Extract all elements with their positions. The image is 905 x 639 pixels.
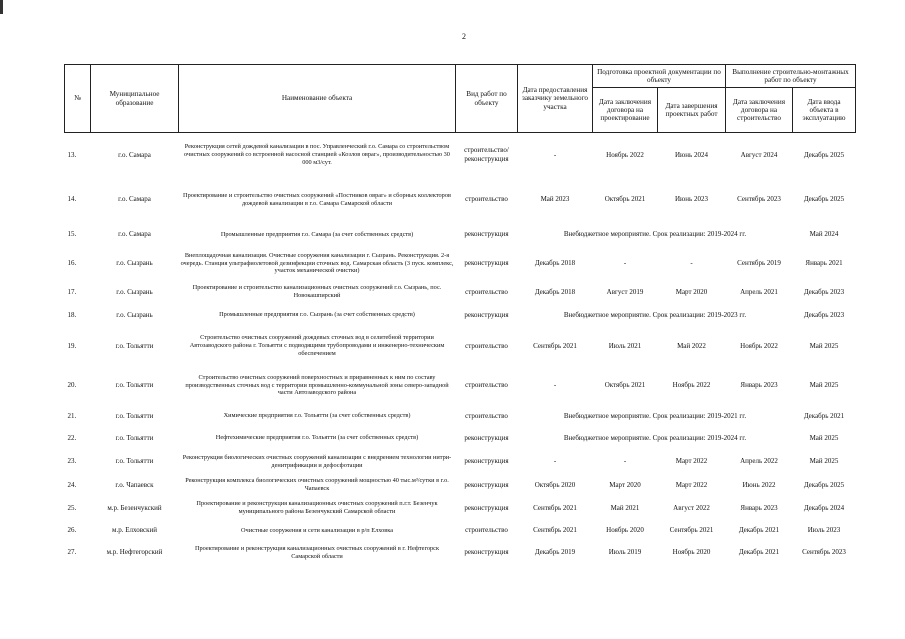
row-number: 20. <box>67 381 77 390</box>
row-municipality: г.о. Сызрань <box>116 287 153 296</box>
row-land-date: Октябрь 2020 <box>534 480 576 489</box>
row-municipality: г.о. Тольятти <box>115 411 154 420</box>
row-number: 26. <box>67 526 77 535</box>
row-object-name: Проектирование и строительство канализационных очистных сооружений г.о. Сызрань, пос. Новокашпирский <box>192 284 442 299</box>
row-municipality: г.о. Сызрань <box>116 259 153 268</box>
row-object-name: Проектирование и реконструкция канализационных очистных сооружений п.г.т. Безенчук муниципального района Безенчукский Самарской области <box>196 500 438 515</box>
row-build-contract: Январь 2023 <box>740 381 778 390</box>
table-row <box>65 427 856 450</box>
page-number: 2 <box>462 32 466 41</box>
row-commission: Май 2024 <box>809 230 839 239</box>
row-design-contract: Ноябрь 2020 <box>606 526 644 535</box>
row-design-contract: Июль 2019 <box>608 548 642 557</box>
row-object-name: Реконструкция биологических очистных сооружений канализации с внедрением технологии нитри-денитрификации и дефосфотации <box>182 453 452 469</box>
row-build-contract: Январь 2023 <box>740 503 778 512</box>
row-object-name: Промышленные предприятия г.о. Самара (за счет собственных средств) <box>220 230 414 238</box>
row-build-contract: Декабрь 2021 <box>738 526 780 535</box>
row-design-end: - <box>690 259 693 268</box>
row-design-end: Июнь 2024 <box>675 150 708 159</box>
row-commission: Декабрь 2023 <box>803 287 845 296</box>
row-build-contract: Ноябрь 2022 <box>740 341 778 350</box>
row-design-contract: - <box>623 259 627 268</box>
table-row <box>65 366 856 406</box>
row-work-type: строительство <box>465 381 508 390</box>
header-municipality: Муниципальное образование <box>91 65 179 133</box>
row-object-name: Промышленные предприятия г.о. Сызрань (за счет собственных средств) <box>219 311 415 319</box>
row-land-date: - <box>553 381 557 390</box>
row-offbudget-note: Внебюджетное мероприятие. Срок реализации: 2019-2024 гг. <box>563 433 747 442</box>
row-number: 18. <box>67 310 77 319</box>
row-work-type: реконструкция <box>464 480 509 489</box>
table-row <box>65 450 856 474</box>
row-municipality: г.о. Тольятти <box>115 341 154 350</box>
table-row <box>65 474 856 497</box>
row-design-contract: Октябрь 2021 <box>604 195 646 204</box>
row-work-type: реконструкция <box>464 259 509 268</box>
row-commission: Январь 2021 <box>805 259 843 268</box>
row-design-end: Июнь 2023 <box>675 195 708 204</box>
row-number: 23. <box>67 457 77 466</box>
row-object-name: Строительство очистных сооружений поверхностных и приравненных к ним по составу производственных сточных вод с территории промышленно-коммунальной зоны северо-западной части Автозаводского района <box>185 373 449 397</box>
table-row <box>65 247 856 281</box>
table-row <box>65 406 856 427</box>
table-row <box>65 520 856 542</box>
table-row <box>65 497 856 520</box>
row-commission: Май 2025 <box>809 457 839 466</box>
row-design-end: Август 2022 <box>673 503 710 512</box>
row-work-type: реконструкция <box>464 310 509 319</box>
row-municipality: г.о. Самара <box>118 195 151 204</box>
row-design-contract: Ноябрь 2022 <box>606 150 644 159</box>
header-no: № <box>65 65 91 133</box>
row-number: 15. <box>67 230 77 239</box>
row-work-type: строительство <box>465 287 508 296</box>
row-municipality: г.о. Самара <box>118 150 151 159</box>
row-municipality: г.о. Самара <box>118 230 151 239</box>
row-object-name: Нефтехимические предприятия г.о. Тольятти (за счет собственных средств) <box>215 434 419 442</box>
row-municipality: г.о. Тольятти <box>115 433 154 442</box>
row-municipality: м.р. Безенчукский <box>107 503 162 512</box>
row-land-date: Сентябрь 2021 <box>533 503 577 512</box>
table-row <box>65 223 856 247</box>
row-municipality: г.о. Сызрань <box>116 310 153 319</box>
row-municipality: м.р. Елховский <box>112 526 157 535</box>
row-work-type: строительство <box>465 341 508 350</box>
row-commission: Июль 2023 <box>807 526 841 535</box>
row-design-end: Май 2022 <box>677 341 706 350</box>
row-commission: Декабрь 2021 <box>803 411 845 420</box>
row-commission: Декабрь 2025 <box>803 480 845 489</box>
row-number: 22. <box>67 433 77 442</box>
row-design-contract: Октябрь 2021 <box>604 381 646 390</box>
row-commission: Май 2025 <box>809 341 839 350</box>
header-build-group: Выполнение строительно-монтажных работ по объекту <box>726 65 856 88</box>
row-land-date: Декабрь 2018 <box>534 287 576 296</box>
header-design-end: Дата завершения проектных работ <box>658 88 726 133</box>
row-object-name: Очистные сооружения и сети канализации в р/п Елховка <box>240 526 394 534</box>
row-design-end: Март 2022 <box>675 457 708 466</box>
row-municipality: г.о. Чапаевск <box>115 480 154 489</box>
table-row <box>65 304 856 327</box>
row-number: 24. <box>67 480 77 489</box>
row-design-end: Ноябрь 2022 <box>672 381 711 390</box>
table-row <box>65 177 856 223</box>
table-row <box>65 542 856 564</box>
table-row <box>65 281 856 304</box>
header-work-type: Вид работ по объекту <box>456 65 518 133</box>
row-offbudget-note: Внебюджетное мероприятие. Срок реализации: 2019-2023 гг. <box>563 310 747 319</box>
row-offbudget-note: Внебюджетное мероприятие. Срок реализации: 2019-2021 гг. <box>563 411 747 420</box>
row-commission: Май 2025 <box>809 381 839 390</box>
row-design-contract: Май 2021 <box>610 503 640 512</box>
header-design-contract: Дата заключения договора на проектирование <box>593 88 658 133</box>
row-number: 16. <box>67 259 77 268</box>
row-design-contract: - <box>623 457 627 466</box>
row-design-end: Ноябрь 2020 <box>672 548 711 557</box>
row-land-date: Декабрь 2018 <box>534 259 576 268</box>
row-design-end: Март 2022 <box>675 480 708 489</box>
row-land-date: Сентябрь 2021 <box>533 526 577 535</box>
row-object-name: Строительство очистных сооружений дождевых сточных вод в селитебной территории Автозаводского района г. Тольятти с подводящими трубопроводами и инженерно-техническим обеспечением <box>189 334 445 357</box>
row-object-name: Внеплощадочная канализация. Очистные сооружения канализации г. Сызрань. Реконструкция. 2-я очередь. Станция ультрафиолетовой дезинфекции сточных вод. Самарская область (3 пуск. комплекс, участок механической очистки) <box>180 251 454 275</box>
scan-edge-mark <box>0 0 3 14</box>
row-design-end: Март 2020 <box>675 287 708 296</box>
row-number: 19. <box>67 341 77 350</box>
row-build-contract: Сентябрь 2023 <box>737 195 781 204</box>
row-work-type: строительство <box>465 195 508 204</box>
row-build-contract: Июнь 2022 <box>742 480 776 489</box>
row-work-type: реконструкция <box>464 433 509 442</box>
row-commission: Декабрь 2023 <box>803 310 845 319</box>
row-object-name: Химические предприятия г.о. Тольятти (за счет собственных средств) <box>223 412 411 420</box>
row-build-contract: Август 2024 <box>740 150 778 159</box>
row-design-contract: Август 2019 <box>606 287 644 296</box>
row-work-type: реконструкция <box>464 457 509 466</box>
row-object-name: Проектирование и реконструкция канализационных очистных сооружений в г. Нефтегорск Самарской области <box>194 544 440 560</box>
row-municipality: г.о. Тольятти <box>115 381 154 390</box>
row-object-name: Реконструкция комплекса биологических очистных сооружений мощностью 40 тыс.м³/сутки в г.о. Чапаевск <box>185 477 449 492</box>
objects-table <box>64 64 856 564</box>
row-number: 17. <box>67 287 77 296</box>
row-number: 13. <box>67 150 77 159</box>
row-commission: Май 2025 <box>809 433 839 442</box>
row-commission: Декабрь 2025 <box>803 150 845 159</box>
row-work-type: реконструкция <box>464 503 509 512</box>
row-offbudget-note: Внебюджетное мероприятие. Срок реализации: 2019-2024 гг. <box>563 230 747 239</box>
row-work-type: реконструкция <box>464 548 509 557</box>
row-build-contract: Апрель 2021 <box>740 287 778 296</box>
row-work-type: строительство <box>465 411 508 420</box>
table-row <box>65 133 856 177</box>
row-municipality: г.о. Тольятти <box>115 457 154 466</box>
row-municipality: м.р. Нефтегорский <box>106 548 163 557</box>
row-work-type: строительство/реконструкция <box>464 146 509 163</box>
row-commission: Декабрь 2024 <box>803 503 845 512</box>
row-land-date: Декабрь 2019 <box>534 548 576 557</box>
row-commission: Декабрь 2025 <box>803 195 845 204</box>
header-design-group: Подготовка проектной документации по объекту <box>593 65 726 88</box>
row-number: 25. <box>67 503 77 512</box>
row-work-type: строительство <box>465 526 508 535</box>
row-land-date: - <box>553 150 557 159</box>
row-design-contract: Июль 2021 <box>608 341 642 350</box>
header-land-date: Дата предоставления заказчику земельного участка <box>518 65 593 133</box>
header-commission: Дата ввода объекта в эксплуатацию <box>793 88 856 133</box>
row-number: 27. <box>67 548 77 557</box>
row-build-contract: Декабрь 2021 <box>738 548 780 557</box>
row-build-contract: Апрель 2022 <box>740 457 778 466</box>
row-number: 14. <box>67 195 77 204</box>
row-design-contract: Март 2020 <box>609 480 641 489</box>
row-build-contract: Сентябрь 2019 <box>737 259 781 268</box>
row-object-name: Реконструкция сетей дождевой канализации в пос. Управленческий г.о. Самара со строительством очистных сооружений со встроенной насосной станцией «Козлов овраг», производительностью 30 000 м3/сут. <box>184 143 450 166</box>
row-design-end: Сентябрь 2021 <box>669 526 714 535</box>
header-build-contract: Дата заключения договора на строительство <box>726 88 793 133</box>
row-number: 21. <box>67 411 77 420</box>
row-land-date: Сентябрь 2021 <box>533 341 577 350</box>
table-row <box>65 327 856 366</box>
row-land-date: Май 2023 <box>540 195 570 204</box>
row-work-type: реконструкция <box>464 230 509 239</box>
header-object-name: Наименование объекта <box>179 65 456 133</box>
row-land-date: - <box>553 457 557 466</box>
row-commission: Сентябрь 2023 <box>802 548 846 557</box>
row-object-name: Проектирование и строительство очистных сооружений «Постников овраг» и сборных коллекторов дождевой канализации в г.о. Самара Самарской области <box>183 191 451 207</box>
